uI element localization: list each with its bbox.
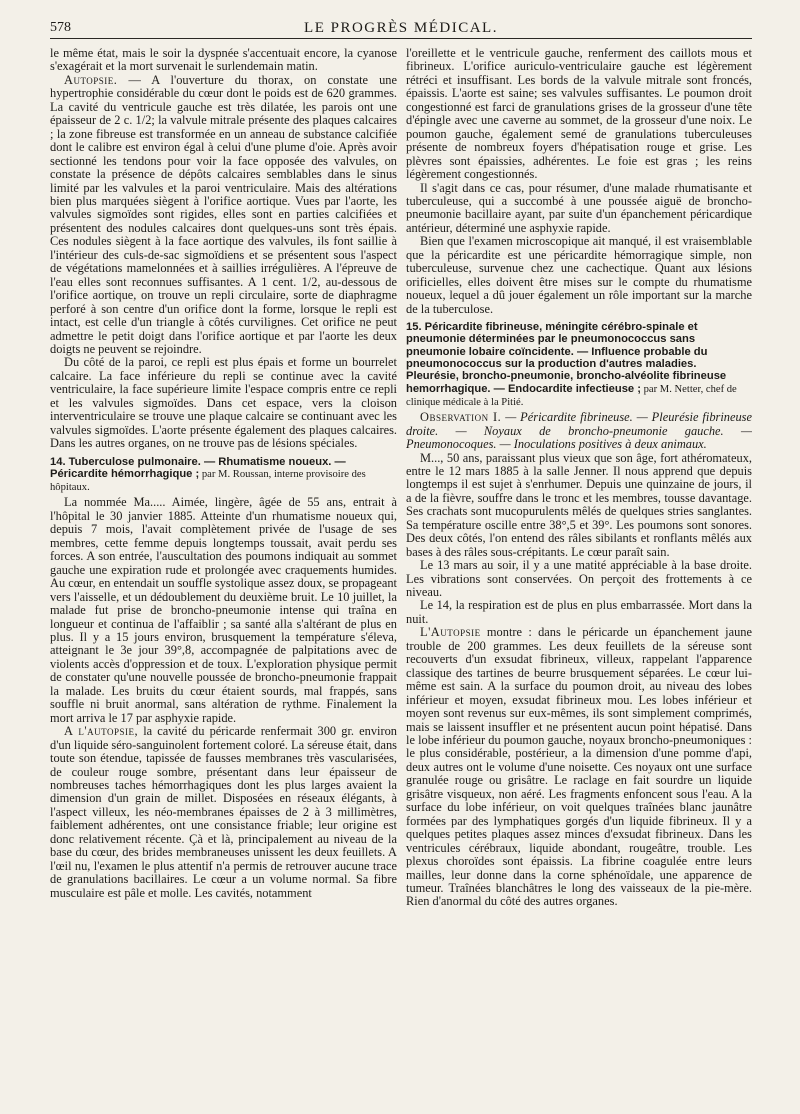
paragraph: Le 13 mars au soir, il y a une matité appréciable à la base droite. Les vibrations sont conservées. On perçoit des frottements à ce niveau.	[406, 558, 752, 600]
section-heading-14	[50, 456, 397, 495]
section-label: A l'autopsie,	[64, 724, 139, 739]
paragraph	[50, 74, 397, 357]
observation-text: — Péricardite fibrineuse. — Pleurésie fibrineuse droite. — Noyaux de broncho-pneumonie gauche. — Pneumonocoques. — Inoculations positives à deux animaux.	[406, 410, 752, 452]
paragraph: l'oreillette et le ventricule gauche, renferment des caillots mous et fibrineux. L'orifice auriculo-ventriculaire gauche est légèrement rétréci et insuffisant. Les bords de la valvule mitrale sont froncés, épaissis. L'aorte est saine; ses valvules suffisantes. Le poumon droit congestionné est farci de granulations grises de la grosseur d'une tête d'épingle avec une caverne au sommet, de la grosseur d'une noix. Le poumon gauche, également semé de granulations tuberculeuses présente de nombreux foyers d'hépatisation rouge et grise. Les plèvres sont épaissies, adhérentes. Le foie est gras ; les reins légèrement congestionnés.	[406, 47, 752, 182]
running-title: LE PROGRÈS MÉDICAL.	[304, 20, 498, 36]
section-title: 14. Tuberculose pulmonaire. — Rhumatisme noueux. — Péricardite hémorrhagique ;	[50, 455, 346, 480]
paragraph: Le 14, la respiration est de plus en plus embarrassée. Mort dans la nuit.	[406, 598, 752, 626]
section-heading-15	[406, 321, 752, 409]
section-title: 15. Péricardite fibrineuse, méningite cérébro-spinale et pneumonie déterminées par le pneumonococcus sans pneumonie lobaire coïncidente. — Influence probable du pneumonococcus sur la production d'autres maladies. Pleurésie, broncho-pneumonie, broncho-alvéolite fibrineuse hemorrhagique. — Endocardite infectieuse ;	[406, 321, 727, 395]
paragraph-text: la cavité du péricarde renfermait 300 gr. environ d'un liquide séro-sanguinolent fortement coloré. La séreuse était, dans toute son étendue, tapissée de fausses membranes très vascularisées, de couleur rouge sombre, présentant dans leur épaisseur de nombreuses taches hémorrhagiques dont les plus larges avaient la dimension d'un grain de millet. Disposées en réseaux élégants, à l'aspect villeux, les néo-membranes épaisses de 2 à 3 millimètres, faiblement adhérentes, ont une consistance friable; leur origine est donc relativement récente. Çà et là, principalement au niveau de la base du cœur, des brides membraneuses unissent les deux feuillets. A l'œil nu, l'examen le plus attentif n'a permis de retrouver aucune trace de granulations bacillaires. Le cœur a un volume normal. Sa fibre musculaire est pâle et molle. Les cavités, notamment	[50, 724, 397, 900]
paragraph: Bien que l'examen microscopique ait manqué, il est vraisemblable que la péricardite est une péricardite hémorragique simple, non tuberculeuse, survenue chez une cachectique. Quant aux lésions orificielles, elles doivent être mises sur le compte du rhumatisme noueux, lequel a dû jouer également un rôle important sur la marche de la tuberculose.	[406, 234, 752, 316]
section-label: L'Autopsie	[420, 625, 481, 640]
paragraph: Il s'agit dans ce cas, pour résumer, d'une malade rhumatisante et tuberculeuse, qui a succombé à une poussée aiguë de broncho-pneumonie bacillaire ayant, par suite d'un épanchement péricardique antérieur, déterminé une asphyxie rapide.	[406, 180, 752, 235]
section-author: par M. Netter, chef de clinique médicale à la Pitié.	[406, 383, 737, 408]
paragraph	[50, 725, 397, 900]
section-label: Autopsie.	[64, 72, 118, 87]
page-header	[50, 20, 752, 39]
right-column	[406, 47, 752, 1074]
paragraph: Du côté de la paroi, ce repli est plus épais et forme un bourrelet calcaire. La face inférieure du repli se continue avec la cavité ventriculaire, la face supérieure limite l'espace compris entre ce repli et les valvules sigmoïdes. Dans cet espace, vers la cloison interventriculaire se trouve une plaque calcaire se continuant avec les valvules sigmoïdes. L'aorte présente également des plaques calcaires. Dans les autres organes, on ne trouve pas de lésions spéciales.	[50, 355, 397, 451]
paragraph: le même état, mais le soir la dyspnée s'accentuait encore, la cyanose s'exagérait et la mort survenait le surlendemain matin.	[50, 47, 397, 74]
paragraph: M..., 50 ans, paraissant plus vieux que son âge, fort athéromateux, entre le 12 mars 1885 à la salle Jenner. Il nous apprend que depuis longtemps il est sujet à s'enrhumer. Depuis une quinzaine de jours, il a de la fièvre, souffre dans le tronc et les membres, tousse davantage. Ses crachats sont mucopurulents mêlés de quelques stries sanglantes. Sa température oscille entre 38°,5 et 39°. Les poumons sont sonores. Des deux côtés, l'on entend des râles sibilants et ronflants mêlés aux bases à des râles sous-crépitants. Le cœur paraît sain.	[406, 450, 752, 559]
paragraph-text: — A l'ouverture du thorax, on constate une hypertrophie considérable du cœur dont le poids est de 620 grammes. La cavité du ventricule gauche est très dilatée, les parois ont une épaisseur de 2 c. 1/2; la valvule mitrale présente des plaques calcaires ; la zone fibreuse est transformée en un anneau de substance calcifiée dont le calibre est environ égal à celui d'une plume d'oie. Après avoir sectionné les tendons pour voir la face opposée des valvules, on constate la présence de dépôts calcaires semblables dans le sinus limité par les valvules et la paroi ventriculaire. Mais des altérations bien plus marquées siègent à l'orifice aortique. Vues par l'aorte, les valvules sigmoïdes sont rigides, elles sont en parties calcifiées et présentent des nodules calcaires dont quelques-uns sont très épais. Ces nodules siègent à la face aortique des valvules, ils font saillie à l'intérieur des culs-de-sac sigmoïdiens et se présentent sous l'aspect de végétations mamelonnées et à saillies irrégulières. A l'épreuve de l'eau elles sont reconnues suffisantes. A 1 cent. 1/2, au-dessous de l'orifice aortique, on trouve un repli circulaire, sorte de diaphragme perforé à son centre d'un orifice dont la forme, lorsque le repli est intact, est celle d'un triangle à côtés curvilignes. Cet orifice ne peut admettre le petit doigt dans l'orifice aortique et par l'aorte les deux doigts ne peuvent se rejoindre.	[50, 72, 397, 356]
paragraph: La nommée Ma..... Aimée, lingère, âgée de 55 ans, entrait à l'hôpital le 30 janvier 1885. Atteinte d'un rhumatisme noueux qui, depuis 7 mois, l'avait complètement privée de l'usage de ses membres, cette femme depuis longtemps toussait, avait perdu ses forces. A son entrée, l'auscultation des poumons indiquait au sommet gauche une expiration rude et prolongée avec craquements humides. Au cœur, en entendait un souffle systolique assez doux, se propageant vers l'aisselle, et un dédoublement du deuxième bruit. Le 10 juillet, la malade fut prise de broncho-pneumonie intense qui traîna en longueur et continua de l'affaiblir ; sa santé alla s'altérant de plus en plus. Il y a 15 jours environ, brusquement la température s'éleva, atteignant le 3e jour 39°,8, accompagnée de palpitations avec de violents accès d'oppression et de toux. L'exploration physique permit de constater qu'une nouvelle poussée de broncho-pneumonie frappait la malade. Les bruits du cœur étaient sourds, mal frappés, sans souffle ni bruit anormal, sans altération de rythme. Finalement la mort arriva le 17 par asphyxie rapide.	[50, 495, 397, 725]
observation-heading	[406, 411, 752, 451]
page-number: 578	[50, 20, 71, 35]
left-column	[50, 47, 397, 1074]
paragraph	[406, 626, 752, 909]
paragraph-text: montre : dans le péricarde un épanchement jaune trouble de 200 grammes. Les deux feuillets de la séreuse sont recouverts d'un exsudat fibrineux, villeux, rappelant l'apparence classique des tartines de beurre brusquement séparées. Le cœur lui-même est sain. A la surface du poumon droit, au niveau des lobes inférieur et moyen, exsudat fibrineux mou. Les lobes inférieur et moyen sont revenus sur eux-mêmes, ils sont simplement comprimés, mais se laissent insuffler et ne présentent aucun point hépatisé. Dans le lobe inférieur du poumon gauche, noyaux broncho-pneumoniques : le plus considérable, postérieur, a la dimension d'une pomme d'api, deux autres ont le volume d'une noisette. Ces noyaux ont une surface granulée rouge ou grisâtre. Le raclage en fait sourdre un liquide grisâtre visqueux, non aéré. Les fragments enfoncent sous l'eau. A la surface du lobe inférieur, on voit quelques traînées blanc jaunâtre formées par des lymphatiques gorgés d'un liquide fibrineux. Il y a quelques petites plaques assez minces d'exsudat fibrineux. Dans les ventricules cérébraux, liquide abondant, rougeâtre, trouble. Les plexus choroïdes sont épaissis. La fibrine coagulée entre leurs mailles, leur donne dans la corne sphénoïdale, une apparence de tumeur. Traînées blanchâtres le long des vaisseaux de la pie-mère. Rien d'anormal du côté des autres organes.	[406, 625, 752, 909]
observation-label: Observation I.	[420, 410, 502, 425]
section-author: par M. Roussan, interne provisoire des hôpitaux.	[50, 468, 366, 494]
